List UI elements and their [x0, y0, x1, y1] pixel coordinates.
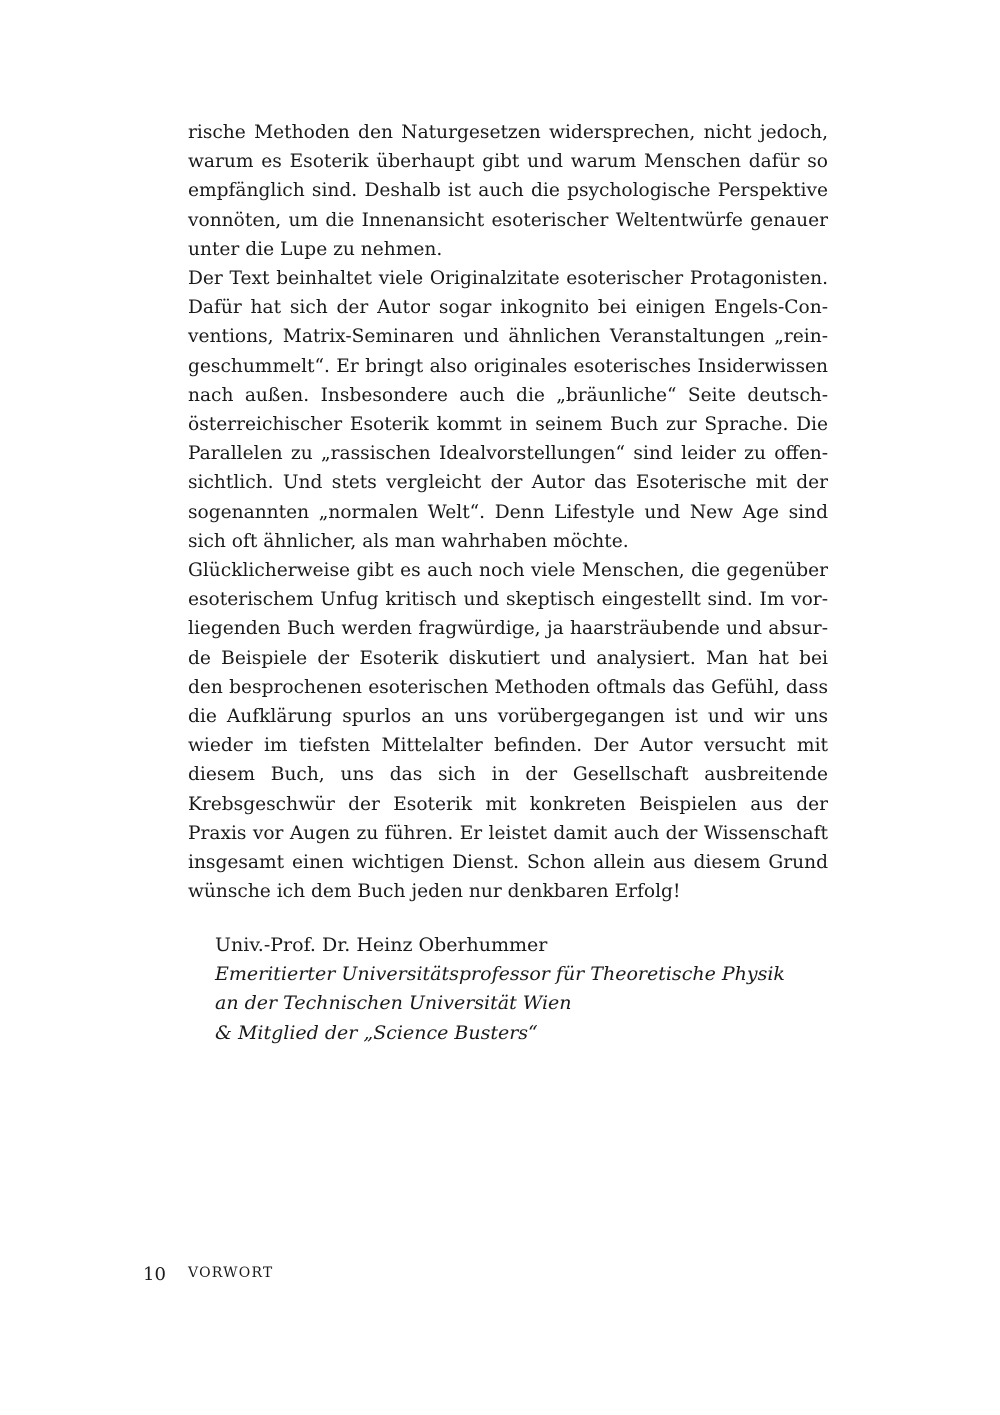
page-body	[188, 118, 828, 906]
signature-title-line-1: Emeritierter Universitätsprofessor für Theoretische Physik	[215, 963, 785, 986]
signature-title-line-3: & Mitglied der „Science Busters“	[215, 1021, 538, 1044]
signature-title-line-2: an der Technischen Universität Wien	[215, 992, 572, 1015]
running-head: VORWORT	[188, 1265, 274, 1281]
body-paragraph-2: Der Text beinhaltet viele Originalzitate esoterischer Protagonisten. Dafür hat sich der Autor sogar inkognito bei einigen Engels-Conventions, Matrix-Seminaren und ähnlichen Veranstaltungen „reingeschummelt“. Er bringt also originales esoterisches Insiderwissen nach außen. Insbesondere auch die „bräunliche“ Seite deutsch-österreichischer Esoterik kommt in seinem Buch zur Sprache. Die Parallelen zu „rassischen Idealvorstellungen“ sind leider zu offensichtlich. Und stets vergleicht der Autor das Esoterische mit der sogenannten „normalen Welt“. Denn Lifestyle und New Age sind sich oft ähnlicher, als man wahrhaben möchte.	[188, 268, 828, 552]
page-number: 10	[143, 1264, 166, 1285]
page-footer	[143, 1260, 543, 1290]
body-paragraph-3: Glücklicherweise gibt es auch noch viele Menschen, die gegenüber esoterischem Unfug kritisch und skeptisch eingestellt sind. Im vorliegenden Buch werden fragwürdige, ja haarsträubende und absurde Beispiele der Esoterik diskutiert und analysiert. Man hat bei den besprochenen esoterischen Methoden oftmals das Gefühl, dass die Aufklärung spurlos an uns vorübergegangen ist und wir uns wieder im tiefsten Mittelalter befinden. Der Autor versucht mit diesem Buch, uns das sich in der Gesellschaft ausbreitende Krebsgeschwür der Esoterik mit konkreten Beispielen aus der Praxis vor Augen zu führen. Er leistet damit auch der Wissenschaft insgesamt einen wichtigen Dienst. Schon allein aus diesem Grund wünsche ich dem Buch jeden nur denkbaren Erfolg!	[188, 560, 828, 903]
signature-name: Univ.-Prof. Dr. Heinz Oberhummer	[215, 934, 548, 956]
author-signature	[215, 931, 835, 1048]
body-paragraph-1: rische Methoden den Naturgesetzen widersprechen, nicht jedoch, warum es Esoterik überhaupt gibt und warum Menschen dafür so empfänglich sind. Deshalb ist auch die psychologische Perspektive vonnöten, um die Innenansicht esoterischer Weltentwürfe genauer unter die Lupe zu nehmen.	[188, 122, 828, 260]
